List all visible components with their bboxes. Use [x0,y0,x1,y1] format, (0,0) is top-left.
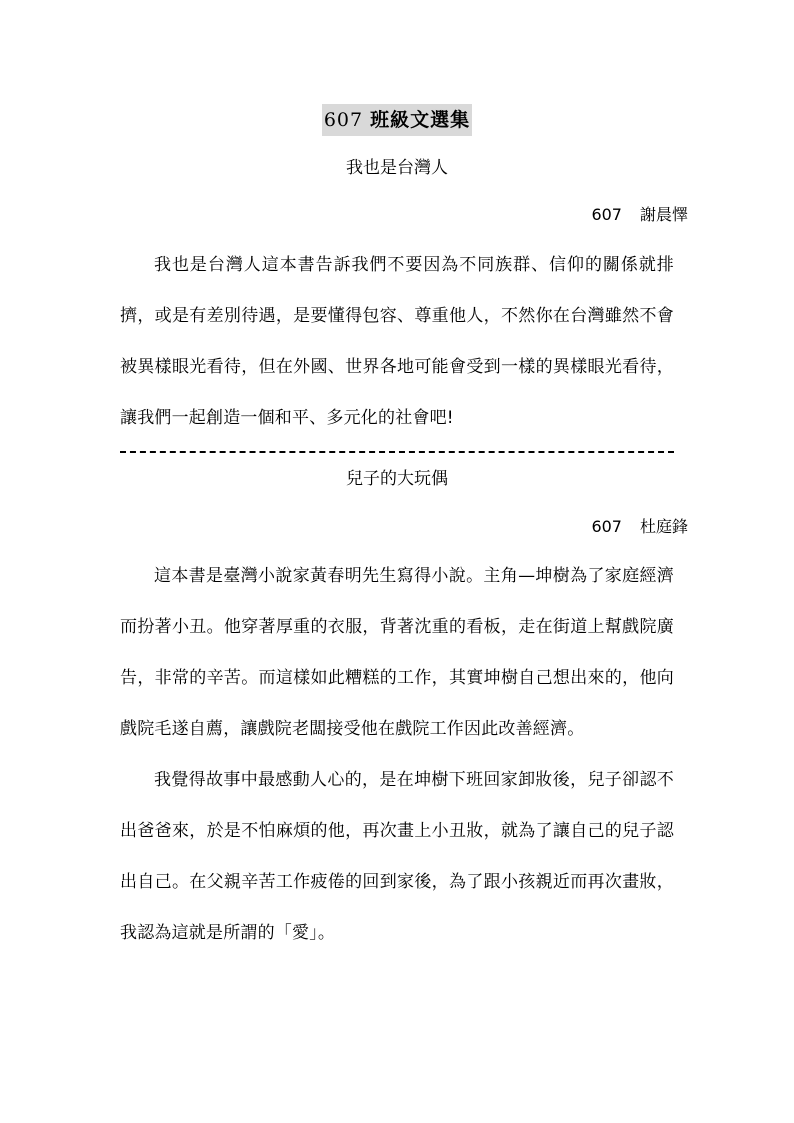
article-1-body [120,240,674,444]
article-1-author [591,202,688,228]
article-2-paragraph-1: 這本書是臺灣小說家黃春明先生寫得小說。主角—坤樹為了家庭經濟而扮著小丑。他穿著厚重的衣服，背著沈重的看板，走在街道上幫戲院廣告，非常的辛苦。而這樣如此糟糕的工作，其實坤樹自己想出來的，他向戲院毛遂自薦，讓戲院老闆接受他在戲院工作因此改善經濟。 [120,566,674,739]
document-class-number: 607 [323,109,364,131]
article-2-body [120,551,674,959]
article-1-paragraph-1: 我也是台灣人這本書告訴我們不要因為不同族群、信仰的關係就排擠，或是有差別待遇，是要懂得包容、尊重他人，不然你在台灣雖然不會被異樣眼光看待，但在外國、世界各地可能會受到一樣的異樣眼光看待，讓我們一起創造一個和平、多元化的社會吧! [120,255,674,428]
document-title [322,104,472,136]
article-separator [120,451,674,453]
document-collection-title: 班級文選集 [370,109,471,131]
article-2-paragraph-2: 我覺得故事中最感動人心的，是在坤樹下班回家卸妝後，兒子卻認不出爸爸來，於是不怕麻煩的他，再次畫上小丑妝，就為了讓自己的兒子認出自己。在父親辛苦工作疲倦的回到家後，為了跟小孩親近而再次畫妝，我認為這就是所謂的「愛」。 [120,770,674,943]
article-1-author-name: 謝晨懌 [639,205,688,224]
article-2-title: 兒子的大玩偶 [346,469,448,489]
article-1-author-class: 607 [591,205,622,224]
document-header [0,104,794,136]
article-2-author-class: 607 [591,517,622,536]
article-2-author [591,514,688,540]
article-2-author-name: 杜庭鋒 [639,517,688,536]
article-1-title: 我也是台灣人 [346,158,448,178]
